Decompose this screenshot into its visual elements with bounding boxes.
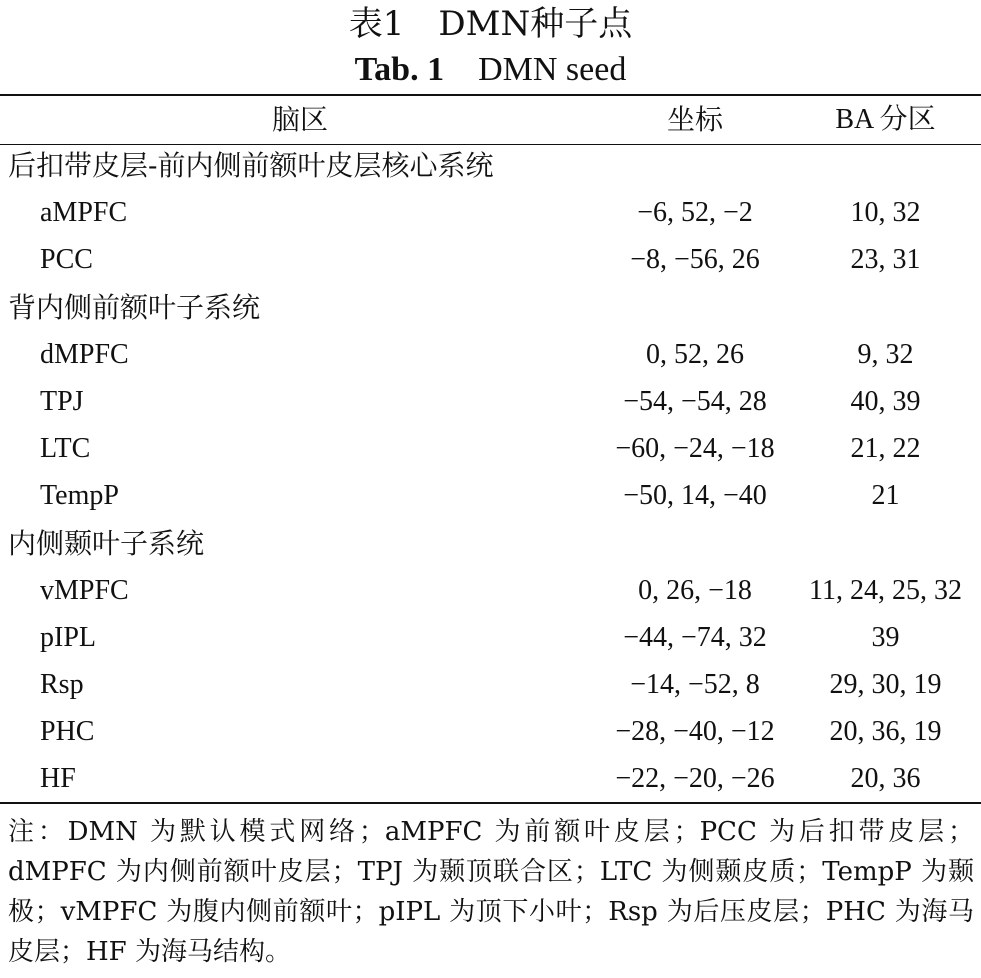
table-top-rule xyxy=(0,94,981,96)
ba-cell: 39 xyxy=(871,621,900,653)
table-row xyxy=(0,240,981,287)
ba-cell: 20, 36, 19 xyxy=(829,716,942,748)
region-cell: pIPL xyxy=(40,621,96,653)
coord-cell: −60, −24, −18 xyxy=(615,433,775,465)
ba-cell: 9, 32 xyxy=(857,338,914,370)
ba-cell: 21, 22 xyxy=(850,433,921,465)
table-body xyxy=(0,146,981,807)
caption-english xyxy=(0,50,981,90)
table-row xyxy=(0,382,981,429)
ba-cell: 23, 31 xyxy=(850,244,921,276)
caption-chinese: 表1 DMN种子点 xyxy=(348,4,633,44)
coord-cell: −8, −56, 26 xyxy=(630,244,760,276)
table-row xyxy=(0,571,981,618)
coord-cell: −22, −20, −26 xyxy=(615,763,775,795)
ba-cell: 29, 30, 19 xyxy=(829,669,942,701)
ba-cell: 20, 36 xyxy=(850,763,921,795)
ba-cell: 40, 39 xyxy=(850,385,921,417)
caption-label: Tab. 1 xyxy=(354,51,445,88)
group-label: 内侧颞叶子系统 xyxy=(8,526,205,560)
table-bottom-rule xyxy=(0,802,981,804)
table-row xyxy=(0,665,981,712)
table-row xyxy=(0,618,981,665)
group-label: 后扣带皮层-前内侧前额叶皮层核心系统 xyxy=(8,149,494,182)
coord-cell: −6, 52, −2 xyxy=(637,197,753,229)
header-ba: BA 分区 xyxy=(835,104,936,135)
region-cell: aMPFC xyxy=(40,197,128,229)
coord-cell: −50, 14, −40 xyxy=(623,480,767,512)
region-cell: TPJ xyxy=(40,385,84,417)
ba-cell: 10, 32 xyxy=(850,197,921,229)
table-row xyxy=(0,193,981,240)
coord-cell: −14, −52, 8 xyxy=(630,669,760,701)
coord-cell: −44, −74, 32 xyxy=(623,621,767,653)
region-cell: HF xyxy=(40,763,76,795)
region-cell: Rsp xyxy=(40,669,84,701)
table-note: 注：DMN 为默认模式网络；aMPFC 为前额叶皮层；PCC 为后扣带皮层；dMPFC 为内侧前额叶皮层；TPJ 为颞顶联合区；LTC 为侧颞皮质；TempP 为颞极；vMPFC 为腹内侧前额叶；pIPL 为顶下小叶；Rsp 为后压皮层；PHC 为海马皮层；HF 为海马结构。 xyxy=(8,817,974,967)
region-cell: dMPFC xyxy=(40,338,129,370)
coord-cell: −54, −54, 28 xyxy=(623,385,767,417)
coord-cell: 0, 52, 26 xyxy=(646,338,744,370)
coord-cell: −28, −40, −12 xyxy=(615,716,775,748)
header-region: 脑区 xyxy=(271,103,328,136)
caption-title: DMN seed xyxy=(478,51,627,88)
region-cell: PCC xyxy=(40,244,93,276)
table-group-row xyxy=(0,524,981,571)
ba-cell: 11, 24, 25, 32 xyxy=(809,574,962,606)
table-group-row xyxy=(0,288,981,335)
region-cell: TempP xyxy=(40,480,119,512)
region-cell: LTC xyxy=(40,433,91,465)
group-label: 背内侧前额叶子系统 xyxy=(8,290,261,324)
coord-cell: 0, 26, −18 xyxy=(638,574,752,606)
table-header-rule xyxy=(0,144,981,145)
header-coord: 坐标 xyxy=(666,103,723,136)
table-row xyxy=(0,476,981,523)
ba-cell: 21 xyxy=(871,480,900,512)
table-row xyxy=(0,335,981,382)
region-cell: PHC xyxy=(40,716,95,748)
table-row xyxy=(0,429,981,476)
table-row xyxy=(0,712,981,759)
table-group-row xyxy=(0,146,981,193)
region-cell: vMPFC xyxy=(40,574,129,606)
table-row xyxy=(0,759,981,806)
